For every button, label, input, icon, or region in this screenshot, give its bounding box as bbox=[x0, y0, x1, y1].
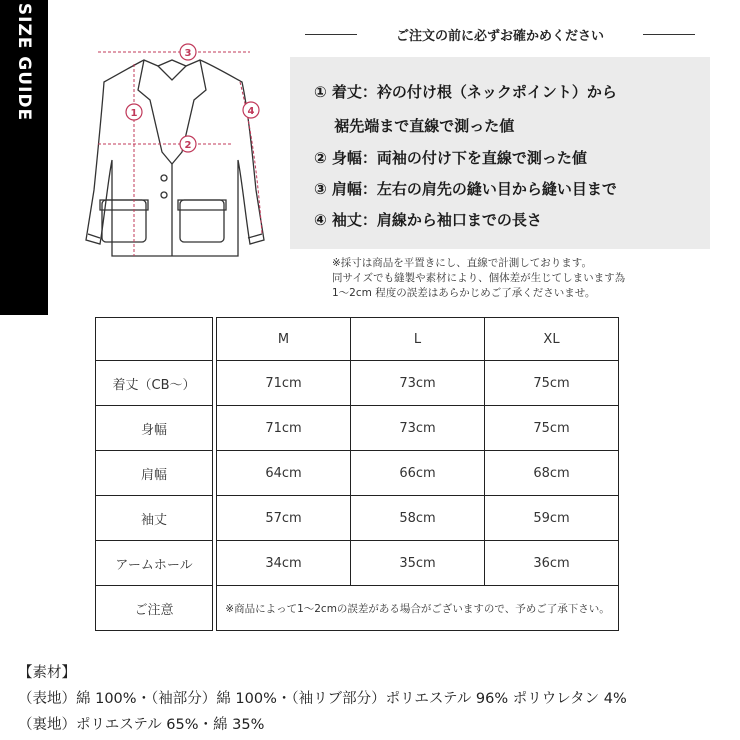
table-cell: 34cm bbox=[217, 541, 351, 586]
size-guide-sidebar bbox=[0, 0, 48, 315]
table-cell: 71cm bbox=[217, 361, 351, 406]
table-row bbox=[96, 406, 619, 451]
marker-3: 3 bbox=[184, 48, 192, 59]
notice-heading-text: ご注文の前に必ずお確かめください bbox=[395, 29, 604, 44]
row-label: 肩幅 bbox=[96, 451, 213, 496]
row-label: アームホール bbox=[96, 541, 213, 586]
table-row bbox=[96, 451, 619, 496]
table-cell: 73cm bbox=[351, 361, 485, 406]
table-cell: 73cm bbox=[351, 406, 485, 451]
measurement-definitions bbox=[290, 57, 710, 249]
material-line: （表地）綿 100%・（袖部分）綿 100%・（袖リブ部分）ポリエステル 96% ポリウレタン 4% bbox=[18, 691, 627, 707]
marker-2: 2 bbox=[184, 140, 192, 151]
table-cell: 36cm bbox=[485, 541, 619, 586]
table-row bbox=[96, 496, 619, 541]
table-header-row bbox=[96, 318, 619, 361]
material-title: 【素材】 bbox=[18, 665, 76, 681]
notice-heading bbox=[305, 22, 695, 46]
definition-2: ② 身幅：両袖の付け下を直線で測った値 bbox=[314, 149, 587, 167]
definition-1-cont: 裾先端まで直線で測った値 bbox=[314, 117, 515, 135]
row-label: 身幅 bbox=[96, 406, 213, 451]
table-cell: 57cm bbox=[217, 496, 351, 541]
column-header: M bbox=[217, 318, 351, 361]
table-row bbox=[96, 541, 619, 586]
row-label: 着丈（CB〜） bbox=[96, 361, 213, 406]
material-line: （裏地）ポリエステル 65%・綿 35% bbox=[18, 717, 265, 733]
table-cell: 66cm bbox=[351, 451, 485, 496]
definition-4: ④ 袖丈：肩線から袖口までの長さ bbox=[314, 211, 542, 229]
jacket-diagram bbox=[52, 40, 292, 272]
definition-1: ① 着丈：衿の付け根（ネックポイント）から bbox=[314, 83, 617, 101]
column-header: L bbox=[351, 318, 485, 361]
caution-label: ご注意 bbox=[96, 586, 213, 631]
marker-1: 1 bbox=[130, 108, 138, 119]
table-cell: 58cm bbox=[351, 496, 485, 541]
column-header: XL bbox=[485, 318, 619, 361]
marker-4: 4 bbox=[247, 106, 255, 117]
table-cell: 75cm bbox=[485, 406, 619, 451]
table-row bbox=[96, 586, 619, 631]
sidebar-label: SIZE GUIDE bbox=[14, 2, 34, 122]
table-cell: 71cm bbox=[217, 406, 351, 451]
caution-text: ※商品によって1〜2cmの誤差がある場合がございますので、予めご了承下さい。 bbox=[217, 586, 619, 631]
table-cell: 68cm bbox=[485, 451, 619, 496]
table-cell: 75cm bbox=[485, 361, 619, 406]
note-line: 同サイズでも縫製や素材により、個体差が生じてしまいます為 bbox=[332, 272, 626, 284]
size-table bbox=[95, 317, 619, 631]
measurement-note bbox=[332, 256, 625, 301]
corner-cell bbox=[96, 318, 213, 361]
table-cell: 59cm bbox=[485, 496, 619, 541]
table-cell: 64cm bbox=[217, 451, 351, 496]
note-line: ※採寸は商品を平置きにし、直線で計測しております。 bbox=[332, 257, 592, 269]
note-line: 1〜2cm 程度の誤差はあらかじめご了承くださいませ。 bbox=[332, 287, 596, 299]
definition-3: ③ 肩幅：左右の肩先の縫い目から縫い目まで bbox=[314, 180, 617, 198]
row-label: 袖丈 bbox=[96, 496, 213, 541]
table-cell: 35cm bbox=[351, 541, 485, 586]
table-row bbox=[96, 361, 619, 406]
material-section bbox=[18, 660, 627, 738]
